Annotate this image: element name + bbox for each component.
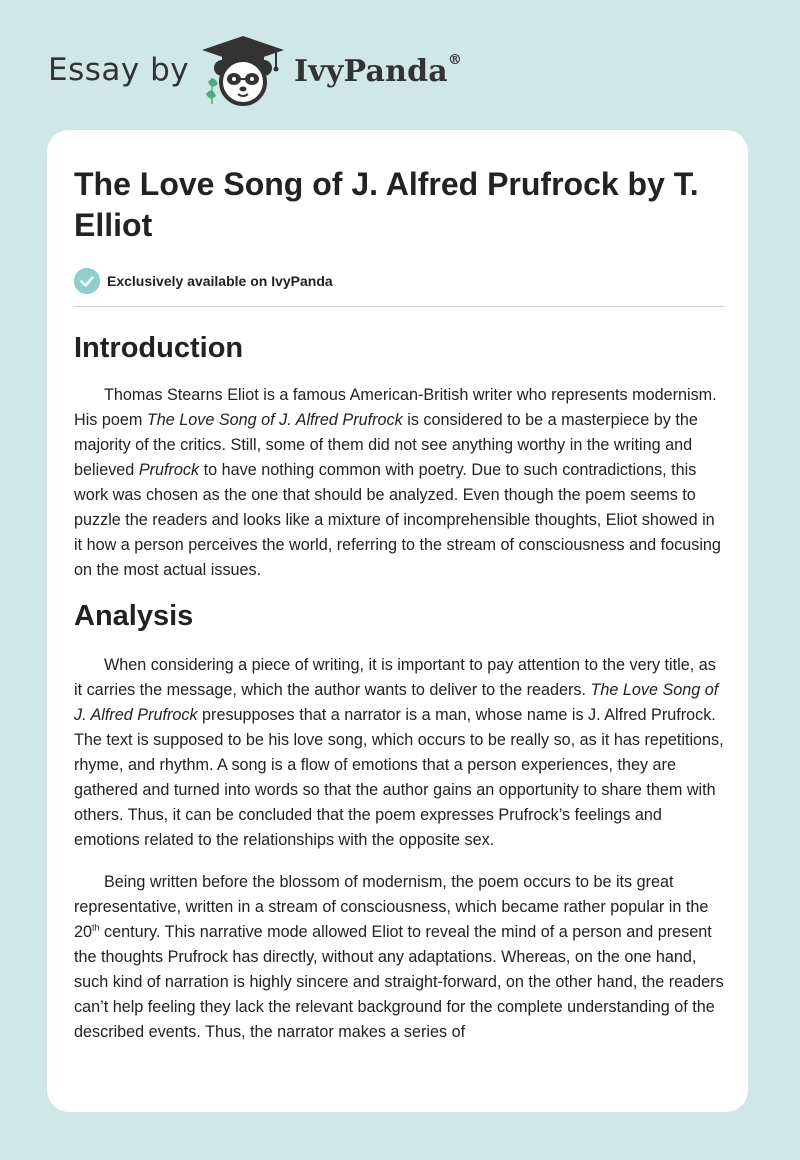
site-header [48,34,508,114]
section-heading-introduction: Introduction [74,332,244,364]
brand-name[interactable]: IvyPanda® [294,52,463,89]
section-heading-analysis: Analysis [74,600,194,632]
paragraph-analysis-1: When considering a piece of writing, it is important to pay attention to the very title, as it carries the message, which the author wants to deliver to the readers. The Love Song of J. Alfred Prufrock presupposes that a narrator is a man, whose name is J. Alfred Prufrock. The text is supposed to be his love song, which occurs to be really so, as it has repetitions, rhyme, and rhythm. A song is a flow of emotions that a person experiences, they are gathered and turned into words so that the author gains an opportunity to share them with others. Thus, it can be concluded that the poem expresses Prufrock’s feelings and emotions related to the relationships with the opposite sex. [74,656,724,849]
title-divider [74,306,724,307]
exclusive-badge [74,268,724,294]
paragraph-introduction: Thomas Stearns Eliot is a famous American-British writer who represents modernism. His poem The Love Song of J. Alfred Prufrock is considered to be a masterpiece by the majority of the critics. Still, some of them did not see anything worthy in the writing and believed Prufrock to have nothing common with poetry. Due to such contradictions, this work was chosen as the one that should be analyzed. Even though the poem seems to puzzle the readers and looks like a mixture of incomprehensible thoughts, Eliot showed in it how a person perceives the world, referring to the stream of consciousness and focusing on the most actual issues. [74,386,721,579]
essay-by-label: Essay by [48,52,190,88]
exclusive-label: Exclusively available on IvyPanda [107,273,333,289]
ivypanda-logo-icon[interactable] [200,34,286,110]
essay-content [74,164,724,1045]
check-circle-icon [74,268,100,294]
essay-card [47,130,748,1112]
paragraph-analysis-2: Being written before the blossom of modernism, the poem occurs to be its great representative, written in a stream of consciousness, which became rather popular in the 20th century. This narrative mode allowed Eliot to reveal the mind of a person and present the thoughts Prufrock has directly, without any adaptations. Whereas, on the one hand, such kind of narration is highly sincere and straight-forward, on the other hand, the readers can’t help feeling they lack the relevant background for the complete understanding of the described events. Thus, the narrator makes a series of [74,873,724,1041]
essay-title: The Love Song of J. Alfred Prufrock by T. Elliot [74,166,699,243]
